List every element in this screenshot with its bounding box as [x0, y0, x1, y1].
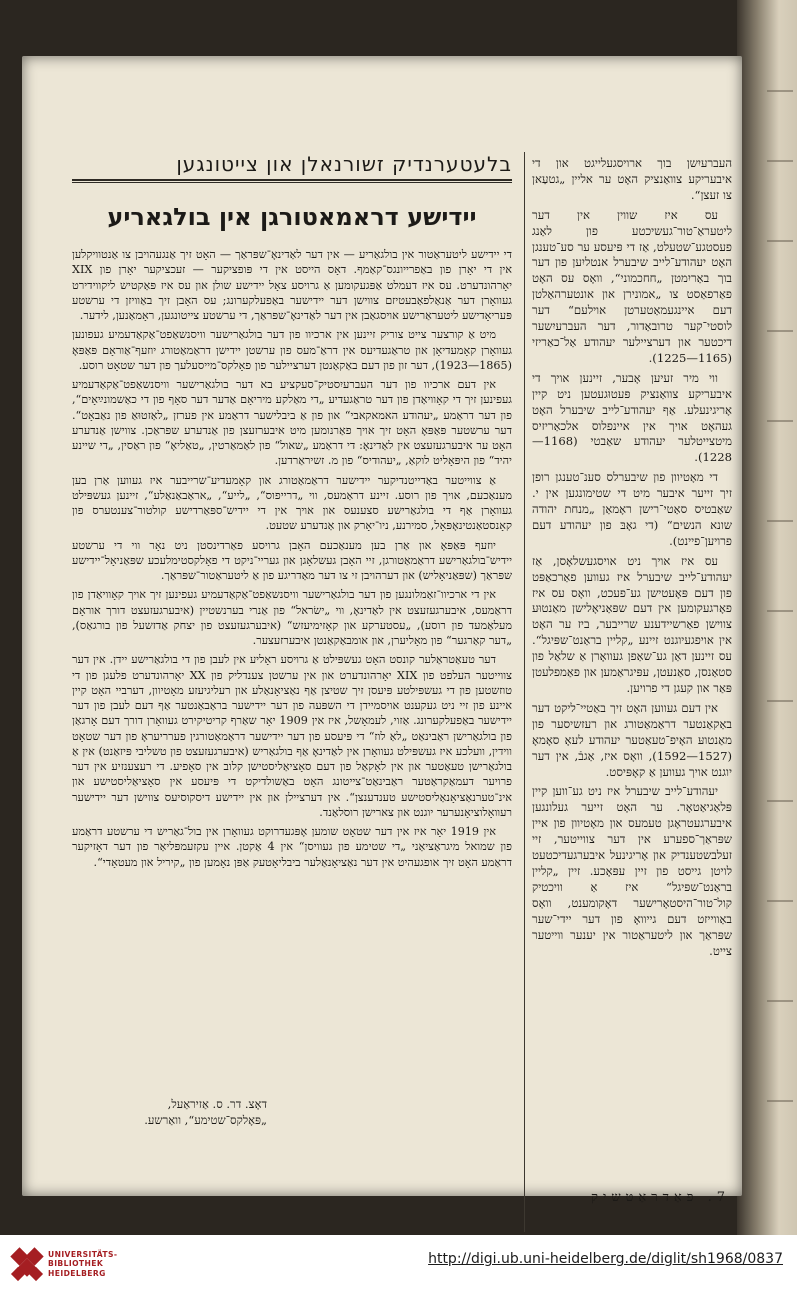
library-footer [0, 1235, 797, 1296]
section-header: בלעטערנדיק זשורנאלן און צייטונגען [72, 152, 512, 181]
article-paragraph: דער טעאַטראַלער קונסט האָט געשפּילט אַ גרויסע ראָליע אין לעבן פון די בולגאַרישע יידן. אין דער צווייטער העלפט פון XIX יאָרהונדערט און אין ערשטן צענדליק פון XX יאָרהונדערט פלעגן פון די טוזשטען פון די געשפּילטע פּיעסן זיך שטיצן אַף נאַציאָנאַלע און רעליגיעזע מאָטיוון, דערביי האָט קיין איינע פון זיי ניט געקענט אויסמיידן די השפּעה פון דער יידישער בראַבאַנטער אַף דעם לעבן פון דער יידישער באַפעלקערונג. אַזוי, לעמאָשל, איז אין 1909 יאָר שאַרף קריטיקירט געוואָרן דורך דעם אָרגאַן פון בולגאַרישן ראַבינאַט „לאַ לוז“ די פּיעסע פון דער יידישער דראַמאַטורגין פערריעראָ פון דער שטאָט ווידין, וועלכע איז געשפּילט געוואָרן אין לאַדינאָ אַף בולגאַריש (איבערגעזעצט פון טשליבי פּיזאַנט) אין אַ בולגאַרישן טעאַטער און אין לאָקאַל פון דעם סאָציאַליסטישן קלוב אין סאָפיע. די רעצענזיע אין דער פרויער דעמאַקראַטער ראַבינאַט־צייטונג האָט באַשולדיקט די פּיעסע אין סאָציאַליסטישע און אינ־טערנאַציאָנאַליסטישע טענדענצן“. אין דערציילן און אין יידישע דיסקוסיעס צווישן דער יידישער רעוואָלוציאָנערער יוגנט און צארישן רוסלאַנד. [72, 653, 512, 819]
page-number: 7. פאַדראַטשיק [590, 1190, 730, 1205]
ghost-text-line [767, 90, 793, 92]
right-column [532, 156, 732, 1221]
right-paragraph: די מאָטיוון פון שיבערלס סענ־טענגן רופן זיך זייער איבער מיט די שטימונגען אין י. שאַבטיס סאַטי־רישן ראָמאַן „מנחת יהודה שונא הנשים“ (די גאָבּ פון יעהודע דעם פרויען־פיינט). [532, 470, 732, 548]
ghost-text-line [767, 800, 793, 802]
signature-source: „פּאָלקס־שטימע“, וואַרשע. [144, 1113, 267, 1127]
permalink-url[interactable]: http://digi.ub.uni-heidelberg.de/diglit/sh1968/0837 [428, 1251, 783, 1267]
article-paragraph: אין די ארכיוו־זאַמלונגען פון דער בולגאַרישער וויסנשאַפט־אַקאַדעמיע געפינען זיך אויך קאָוויאַדן פון דראַמעס, איבערגעזעצט אין לאַדינאָ, ווי „ישׂראל“ פון אַנרי בערנשטיין (איבערגעזעצט דורך אוראָם מעלאַמעד פון רוסע), „עסטערקע און קאָזימיעזש“ (איבערגעזעצט פון יצחק אַדזשעל פון בורגאַס), „דער קאַרגער“ פון מאָליערן, און אומבאַקאַנטן איבערזעצער. [72, 588, 512, 647]
article-paragraph: אין דעם ארכיוו פון דער העברעיִסטיק־סעקציע בא דער בולגאַרישער וויסנשאַפט־אַקאַדעמיע געפינען זיך די קאָוויאַדן פון דער טראַגעדיע „די מאַלקע מיריאָם אַדער דער סאָף פון די כאַשמונײַאָים“, פון דער דראַמע „יעהודע האמאקאבי“ און פון אַ ביבלישער דראַמע אין פערזן „לאַזטוּאַ פון נאַבאָט“. דער ערשטער פּאַפּאָ האָט זיך אויך פאַרנומען מיט איבערזעצן פון אַנדערע שפּראַכן. צווישן אַנדערע האָט ער איבערגעזעצט אין לאַדינאָ: די דראַמע „שאול“ פון לאַמאַרטין, „טאַליאָ“ פון ראַסין, „די שיינע יהיד“ פון היפּאָליט לוקאַ, „יעהודיס“ פון מ. זשיראַרדען. [72, 378, 512, 468]
article-paragraph: אין 1919 יאָר איז אין דער שטאָט שומען אָפּגעדרוקט געוואָרן אין בול־גאַריש די ערשטע דראַמע פון שמואל מיגראַציאַני „די שטימע פון געוויסן“ אין 4 אַקטן. איין עקזעמפּליאַר פון דער דאָזיקער דראַמע האָט זיך אופגעהיט אין דער נאַציאָנאַלער ביבליאָטעק אַפּן נאָמען פון „קיריל און מעטאָדי“. [72, 825, 513, 869]
article-body [72, 247, 512, 870]
ghost-text-line [767, 420, 793, 422]
document-page [22, 56, 742, 1205]
ghost-text-line [767, 160, 793, 162]
logo-line: BIBLIOTHEK [48, 1259, 104, 1269]
logo-line: HEIDELBERG [48, 1268, 106, 1278]
university-library-logo-icon[interactable] [10, 1247, 44, 1283]
ghost-text-line [767, 240, 793, 242]
ghost-text-line [767, 700, 793, 702]
article-paragraph: יוזעף פּאַפּאָ און אַרן בען מענאַכעם האָבן גרויסע פאַרדינסטן ניט נאָר ווי די ערשטע יידיש־בולגאַרישע דראַמאַטורגן, זיי האָבן געשלאָגן און געריי־ניקט די פאָלקסטימלעכע שפּאַניאָל־יידישע שפּראַך (שפּאַניאָליש) און דערהויבן זי צו דער מאַדריגע פון אַ ליטעראַטור־שפּראַך. [72, 538, 512, 582]
library-logo-text[interactable] [48, 1250, 117, 1278]
right-paragraph: העברעיִשן בוך ארויסגעלייגט און די איבעריקע צוואַנציק האָט ער אליין „גטעַאן צו זעצן“. [532, 156, 732, 202]
ghost-text-line [767, 1000, 793, 1002]
right-paragraph: אין דעם געווען האָט זיך באַטיי־ליקט דער באַקאַנטער דראַמאַטורג און רעזשיסער פון מאַנטועּ האָיפ־טעאַטער יעהודע לעאָ סאָמאָ (1527—1592), וואָס איז, אַגבֿ, אין דער יוגנט אויך געווען אַ קאָפּיסט. [532, 700, 732, 779]
article-paragraph: מיט אַ קורצער צייט צוריק זיינען אין ארכיוו פון דער בולגאַרישער וויסנשאַפט־אַקאַדעמיע געפונען געוואָרן קאָמעדיאָן און טראַגעדיעס אין דראַ־מעס פון ערשטן יידישן דראַמאַטורג יוזעף־אַוראָם פּאַפּאָ (1865—1923), דער זון פון דעם באַקאַנטן דערציילער פון פאָלקס־מייסעלעך פון דער שטאָט רוסע. [72, 328, 512, 372]
article-paragraph: אַ צווייטער באַדייטנדיקער יידישער דראַמאַטורג און קאָמעדיע־שרייבער איז געווען אַרן בען מענאַכעם, אויך פון רוסע. זיינע דראַמעס, ווי „דרייפוס“, „לייע“, „אראַבאַנאַלע“, זיינען געשפּילט געוואָרן אַף די בולגאַרישע סצענעס און אויך אין די יידיש־ספּאַרדישע קולטור־צענטערס פון קאָנסטאַנטינאָפּאָל, סמירנע, ניו־יאָרק און אַנדערע שטעט. [72, 473, 512, 533]
main-column [72, 152, 512, 1235]
ghost-text-line [767, 900, 793, 902]
right-paragraph: יעהודע־לייב שיבערל איז ניט גע־ווען קיין פּלאַגיאַטאָר. ער האָט זייער געלונגען איבערגעטראָגן טעמעס און מאָטיוון פון איין שפּראַך־ספערע אין דער צווייטער, זיי זעלבשטענדיק און אָריגינעל איבערגעדיכטעט לויטן גייסט פון זיין עפּאָכע. זיין „קליין בראַנט־שפּיגל“ איז אַ וויכטיק קול־טור־היסטאָרישער דאָקומענט, וואָס באַווייזט דעם גייוואָ פון דער יידי־שער שפּראַך און ליטעראַטור אין יענער ווייטער צייט. [532, 784, 732, 958]
article-paragraph: די יידישע ליטעראַטור אין בולגאַריע — אין דער לאַדינאָ־שפּראַך — האָט זיך אַנגעהויבן צו אַנטוויקלען אין די יאָרן פון באַפרייונגס־קאַמף. דאָס הייסט אין די פּופציקער — זעכציקער יאָרן פון XIX יאָרהונדערט. עס איז דעמלט אַפּגעקומען אַ גרויסע צאָל יידישע שולן און עס איז פּאַקטיש ליקווידירט געוואָרן דער אַנאַלפאַבעטיזם צווישן דער יידישער באַפעלקערונג; עס האָבן זיך באַוויזן די ערשטע פּעריאָדישע ליטעראַרישע אויסגאַבן אין דער לאַדינאָ־שפּראַך, די ערשטע צייטונגען, ראָמאַנען, לידער. [72, 248, 512, 322]
signature-author: דאָצ. דר. ס. אַזיראַעל, [167, 1097, 267, 1111]
right-paragraph: ווי מיר זעיען אָבער, זיינען אויך די איבעריקע צוואַנציק פּעטוּגעטען ניט קיין אָריגינעלע. אַף יעהודע־לייב שיבערל האָט געהאָט אויך אין איינפלוס אלכאַריזיס מיטצייטלער יעהודע שאַבטי (1168—1228). [532, 370, 732, 465]
logo-line: UNIVERSITÄTS- [48, 1250, 118, 1259]
adjacent-page-edge [737, 0, 797, 1235]
article-signature [127, 1096, 267, 1128]
right-paragraph: עס איז שווין אין דער ליטעראַ־טור־געשיכטע פון לאַנג פעסטגע־שטעלט, אַז די פּיעסע ער סע־טענגן האָט יעהודע־לייב שיבערל אנטליִען פון דער בוך באַריִמטן „חחכמוני“, וואָס עס האָט פאַרפאַסט צו „אמונירן און אונטערהאַלטן דעם איינגעמאַטערטן אוילעם“ דער לוסטי־קער טרובאַדור, דער העברעיִשער דיכטער און דערציילער יעהודע אַל־כאַריזי (1165—1225). [532, 207, 732, 365]
ghost-text-line [767, 610, 793, 612]
right-paragraph: עס איז אויך ניט אויסגעשלאָסן, אַז יעהודע־לייב שיבערל איז געווען פאַרכאַפּט פון דעם פּאָעטישן גע־פעכט, וואָס עס איז פאָרגעקומען אין דעם שפּאַניאָלישן מאַנטוּע צווישן פאַרשיידענע שרייבער, ביז ער האָט אין אויפגעיוגנט זיינע „קליין בראַנט־שפּיגל“. עס זיינען דאַן גע־שאַפן געוואָרן אַ שלאַל פון סטאַנסן, סאַנעטן, עפּיגראַמען און פאַמפלעטן פּאַר און קעגן די פרויען. [532, 553, 732, 695]
ghost-text-line [767, 330, 793, 332]
header-rule [72, 182, 512, 183]
ghost-text-line [767, 520, 793, 522]
article-title: יידישע דראמאטורגן אין בולגאריע [107, 203, 477, 231]
ghost-text-line [767, 1100, 793, 1102]
column-divider [524, 152, 525, 1232]
